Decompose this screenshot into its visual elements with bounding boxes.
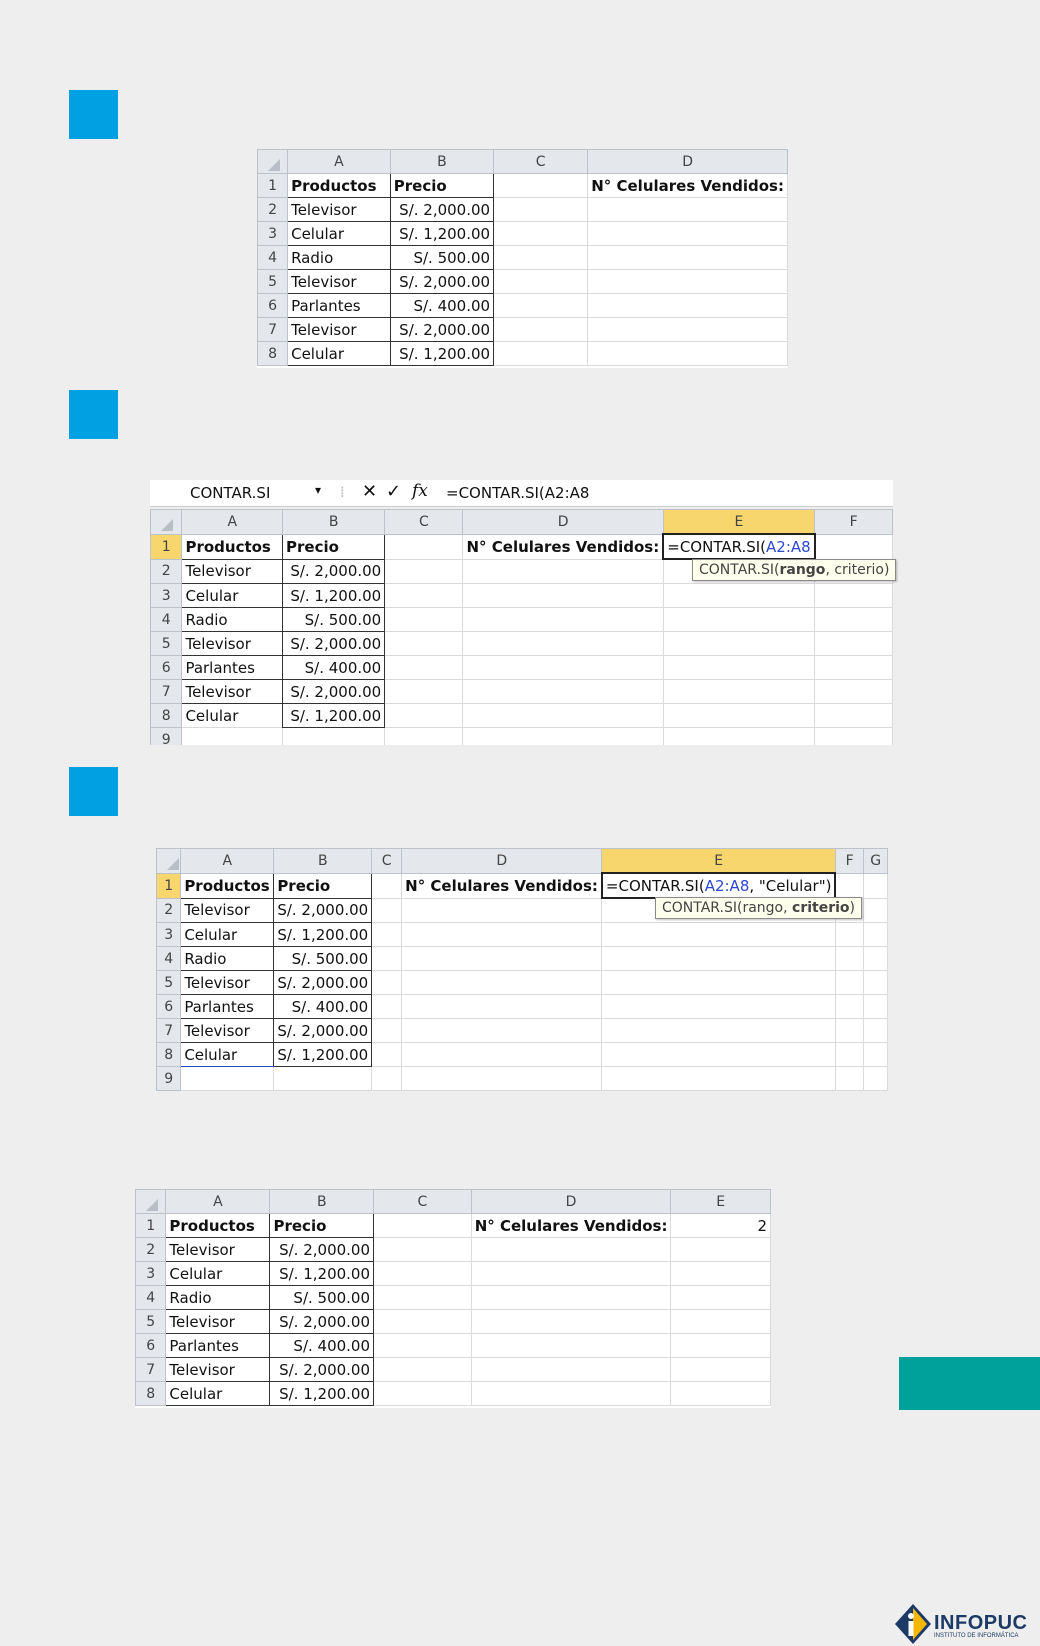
column-header-d[interactable]: D [588,150,788,174]
cell-d5[interactable] [463,632,663,656]
row-header-6[interactable]: 6 [151,656,182,680]
cell-d8[interactable] [471,1382,671,1406]
column-header-d[interactable]: D [402,849,602,874]
row-header-4[interactable]: 4 [157,947,181,971]
cell-b1[interactable]: Precio [274,873,372,898]
row-header-6[interactable]: 6 [258,294,288,318]
select-all-corner[interactable] [151,510,182,535]
column-header-b[interactable]: B [270,1190,374,1214]
cell-a6[interactable]: Parlantes [288,294,391,318]
column-header-c[interactable]: C [385,510,463,535]
row-header-3[interactable]: 3 [136,1262,166,1286]
cell-b5[interactable]: S/. 2,000.00 [270,1310,374,1334]
cell-a6[interactable]: Parlantes [166,1334,270,1358]
cell-d8[interactable] [588,342,788,366]
cell-d9[interactable] [402,1067,602,1091]
step-2-marker [69,390,118,439]
cell-e2[interactable] [671,1238,771,1262]
cell-c5[interactable] [374,1310,472,1334]
cell-f4[interactable] [835,947,863,971]
chevron-down-icon[interactable]: ▾ [315,483,322,497]
cell-a5[interactable]: Televisor [182,632,283,656]
cell-c5[interactable] [372,971,402,995]
select-all-corner[interactable] [157,849,181,874]
cell-a8[interactable]: Celular [181,1043,274,1067]
cell-c9[interactable] [385,728,463,746]
cell-f3[interactable] [815,584,893,608]
cell-a2[interactable]: Televisor [166,1238,270,1262]
tooltip-arg-criterio: criterio [792,900,850,916]
cell-a6[interactable]: Parlantes [182,656,283,680]
cell-f8[interactable] [815,704,893,728]
row-header-4[interactable]: 4 [136,1286,166,1310]
formula-criteria: , "Celular") [749,876,832,895]
cell-b2[interactable]: S/. 2,000.00 [274,898,372,923]
row-header-2[interactable]: 2 [258,198,288,222]
row-header-3[interactable]: 3 [157,923,181,947]
cell-d6[interactable] [402,995,602,1019]
column-header-d[interactable]: D [463,510,663,535]
cell-f7[interactable] [815,680,893,704]
cell-f7[interactable] [835,1019,863,1043]
row-header-8[interactable]: 8 [136,1382,166,1406]
cell-e7[interactable] [602,1019,836,1043]
cell-g7[interactable] [864,1019,888,1043]
cell-c1[interactable] [374,1214,472,1238]
column-header-e[interactable]: E [663,510,814,535]
cell-d4[interactable] [402,947,602,971]
logo-subtitle: INSTITUTO DE INFORMÁTICA [934,1633,1019,1639]
cell-a8[interactable]: Celular [288,342,391,366]
cell-d1[interactable]: N° Celulares Vendidos: [588,174,788,198]
formula-input[interactable]: =CONTAR.SI(A2:A8 [446,484,590,502]
cell-c6[interactable] [372,995,402,1019]
cell-b8[interactable]: S/. 1,200.00 [270,1382,374,1406]
cell-d2[interactable] [463,559,663,584]
row-header-5[interactable]: 5 [151,632,182,656]
cell-e6[interactable] [602,995,836,1019]
cell-e8[interactable] [663,704,814,728]
cell-a1[interactable]: Productos [288,174,391,198]
row-header-7[interactable]: 7 [151,680,182,704]
row-header-8[interactable]: 8 [258,342,288,366]
cell-a7[interactable]: Televisor [181,1019,274,1043]
row-header-5[interactable]: 5 [136,1310,166,1334]
row-header-6[interactable]: 6 [157,995,181,1019]
formula-bar [150,480,893,507]
cell-e6[interactable] [663,656,814,680]
spreadsheet-step-1 [257,149,788,368]
insert-function-icon[interactable]: fx [412,481,428,501]
cell-b6[interactable]: S/. 400.00 [270,1334,374,1358]
cell-g3[interactable] [864,923,888,947]
cell-a1[interactable]: Productos [181,873,274,898]
row-header-9[interactable]: 9 [157,1067,181,1091]
row-header-9[interactable]: 9 [151,728,182,746]
cell-d8[interactable] [402,1043,602,1067]
cell-a4[interactable]: Radio [182,608,283,632]
cell-e9[interactable] [602,1067,836,1091]
cell-e3[interactable] [602,923,836,947]
cell-d6[interactable] [588,294,788,318]
step-1-marker [69,90,118,139]
cell-e8[interactable] [671,1382,771,1406]
column-header-a[interactable]: A [181,849,274,874]
formula-range-ref: A2:A8 [704,876,750,895]
cell-d7[interactable] [471,1358,671,1382]
cell-c6[interactable] [385,656,463,680]
cell-d3[interactable] [402,923,602,947]
cell-a3[interactable]: Celular [181,923,274,947]
row-header-2[interactable]: 2 [136,1238,166,1262]
column-header-f[interactable]: F [815,510,893,535]
cell-c4[interactable] [374,1286,472,1310]
cell-e4[interactable] [663,608,814,632]
cell-f5[interactable] [815,632,893,656]
cell-e3[interactable] [671,1262,771,1286]
column-header-b[interactable]: B [283,510,385,535]
cell-b3[interactable]: S/. 1,200.00 [270,1262,374,1286]
cell-b8[interactable]: S/. 1,200.00 [390,342,493,366]
function-tooltip[interactable] [655,897,862,919]
cell-e7[interactable] [663,680,814,704]
cell-e1-editing[interactable] [663,534,814,559]
cell-d5[interactable] [471,1310,671,1334]
row-header-8[interactable]: 8 [157,1043,181,1067]
cell-b7[interactable]: S/. 2,000.00 [390,318,493,342]
enter-icon[interactable]: ✓ [386,481,402,502]
cell-g5[interactable] [864,971,888,995]
cell-d6[interactable] [471,1334,671,1358]
cell-a3[interactable]: Celular [166,1262,270,1286]
cell-c5[interactable] [385,632,463,656]
cell-a7[interactable]: Televisor [166,1358,270,1382]
cell-d1[interactable]: N° Celulares Vendidos: [471,1214,671,1238]
row-header-4[interactable]: 4 [151,608,182,632]
cell-d3[interactable] [463,584,663,608]
cell-a4[interactable]: Radio [166,1286,270,1310]
cell-b7[interactable]: S/. 2,000.00 [283,680,385,704]
cell-c3[interactable] [374,1262,472,1286]
cell-d8[interactable] [463,704,663,728]
cell-a7[interactable]: Televisor [182,680,283,704]
cell-e5[interactable] [663,632,814,656]
row-header-7[interactable]: 7 [258,318,288,342]
column-header-b[interactable]: B [274,849,372,874]
cell-g9[interactable] [864,1067,888,1091]
cell-e5[interactable] [602,971,836,995]
cell-e1-result[interactable]: 2 [671,1214,771,1238]
row-header-7[interactable]: 7 [136,1358,166,1382]
cell-a4[interactable]: Radio [181,947,274,971]
cell-b9[interactable] [274,1067,372,1091]
cell-b4[interactable]: S/. 500.00 [270,1286,374,1310]
spreadsheet-step-3 [156,848,888,1091]
cell-f3[interactable] [835,923,863,947]
cell-d2[interactable] [402,898,602,923]
step-3-marker [69,767,118,816]
row-header-2[interactable]: 2 [157,898,181,923]
cell-g4[interactable] [864,947,888,971]
cell-c8[interactable] [385,704,463,728]
column-header-c[interactable]: C [372,849,402,874]
cell-f1[interactable] [815,534,893,559]
row-header-1[interactable]: 1 [258,174,288,198]
select-all-corner[interactable] [136,1190,166,1214]
tooltip-fn-name: CONTAR.SI(rango, [662,900,793,916]
cell-b6[interactable]: S/. 400.00 [283,656,385,680]
cell-d5[interactable] [588,270,788,294]
column-header-g[interactable]: G [864,849,888,874]
cell-c3[interactable] [494,222,588,246]
cell-f6[interactable] [815,656,893,680]
cell-e8[interactable] [602,1043,836,1067]
cell-b4[interactable]: S/. 500.00 [283,608,385,632]
cell-f6[interactable] [835,995,863,1019]
row-header-6[interactable]: 6 [136,1334,166,1358]
column-header-e[interactable]: E [602,849,836,874]
cell-a3[interactable]: Celular [288,222,391,246]
cell-d5[interactable] [402,971,602,995]
cell-f4[interactable] [815,608,893,632]
cell-c1[interactable] [372,873,402,898]
separator-handle[interactable]: ⁞ [340,483,345,501]
cell-b3[interactable]: S/. 1,200.00 [283,584,385,608]
row-header-2[interactable]: 2 [151,559,182,584]
cell-a8[interactable]: Celular [182,704,283,728]
cancel-icon[interactable]: ✕ [362,481,378,502]
cell-c8[interactable] [374,1382,472,1406]
cell-a9[interactable] [181,1067,274,1091]
cell-b7[interactable]: S/. 2,000.00 [270,1358,374,1382]
cell-a5[interactable]: Televisor [288,270,391,294]
cell-c3[interactable] [372,923,402,947]
formula-prefix: =CONTAR.SI( [667,537,767,556]
cell-b4[interactable]: S/. 500.00 [274,947,372,971]
row-header-4[interactable]: 4 [258,246,288,270]
cell-a6[interactable]: Parlantes [181,995,274,1019]
cell-a2[interactable]: Televisor [182,559,283,584]
cell-c2[interactable] [372,898,402,923]
cell-f9[interactable] [815,728,893,746]
row-header-5[interactable]: 5 [258,270,288,294]
cell-b5[interactable]: S/. 2,000.00 [390,270,493,294]
cell-c4[interactable] [385,608,463,632]
cell-a9[interactable] [182,728,283,746]
cell-b6[interactable]: S/. 400.00 [390,294,493,318]
cell-b1[interactable]: Precio [390,174,493,198]
cell-g6[interactable] [864,995,888,1019]
cell-c7[interactable] [374,1358,472,1382]
cell-d4[interactable] [588,246,788,270]
row-header-1[interactable]: 1 [151,534,182,559]
column-header-a[interactable]: A [288,150,391,174]
cell-d9[interactable] [463,728,663,746]
spreadsheet-step-2 [150,509,893,745]
function-tooltip[interactable] [692,559,896,581]
cell-c7[interactable] [372,1019,402,1043]
cell-c2[interactable] [494,198,588,222]
row-header-3[interactable]: 3 [258,222,288,246]
column-header-e[interactable]: E [671,1190,771,1214]
cell-c4[interactable] [494,246,588,270]
cell-a5[interactable]: Televisor [166,1310,270,1334]
cell-c1[interactable] [385,534,463,559]
cell-d7[interactable] [588,318,788,342]
cell-d2[interactable] [588,198,788,222]
cell-d2[interactable] [471,1238,671,1262]
cell-d1[interactable]: N° Celulares Vendidos: [402,873,602,898]
cell-c6[interactable] [374,1334,472,1358]
cell-a5[interactable]: Televisor [181,971,274,995]
cell-c6[interactable] [494,294,588,318]
cell-d7[interactable] [402,1019,602,1043]
cell-d7[interactable] [463,680,663,704]
cell-c2[interactable] [374,1238,472,1262]
row-header-5[interactable]: 5 [157,971,181,995]
select-all-corner[interactable] [258,150,288,174]
cell-c2[interactable] [385,559,463,584]
cell-a7[interactable]: Televisor [288,318,391,342]
cell-b5[interactable]: S/. 2,000.00 [274,971,372,995]
column-header-a[interactable]: A [182,510,283,535]
cell-d6[interactable] [463,656,663,680]
column-header-a[interactable]: A [166,1190,270,1214]
cell-d1[interactable]: N° Celulares Vendidos: [463,534,663,559]
cell-e4[interactable] [602,947,836,971]
cell-c4[interactable] [372,947,402,971]
cell-g2[interactable] [864,898,888,923]
cell-a1[interactable]: Productos [182,534,283,559]
cell-e1-editing[interactable] [602,873,836,898]
cell-d3[interactable] [471,1262,671,1286]
name-box[interactable]: CONTAR.SI [190,484,271,502]
cell-c9[interactable] [372,1067,402,1091]
row-header-7[interactable]: 7 [157,1019,181,1043]
cell-b5[interactable]: S/. 2,000.00 [283,632,385,656]
cell-g1[interactable] [864,873,888,898]
cell-b1[interactable]: Precio [283,534,385,559]
cell-a1[interactable]: Productos [166,1214,270,1238]
column-header-b[interactable]: B [390,150,493,174]
row-header-8[interactable]: 8 [151,704,182,728]
cell-b3[interactable]: S/. 1,200.00 [390,222,493,246]
cell-e9[interactable] [663,728,814,746]
cell-b2[interactable]: S/. 2,000.00 [283,559,385,584]
cell-c5[interactable] [494,270,588,294]
cell-b9[interactable] [283,728,385,746]
teal-decoration [899,1357,1040,1410]
cell-c3[interactable] [385,584,463,608]
cell-b2[interactable]: S/. 2,000.00 [270,1238,374,1262]
cell-c8[interactable] [494,342,588,366]
cell-b3[interactable]: S/. 1,200.00 [274,923,372,947]
cell-e3[interactable] [663,584,814,608]
cell-b6[interactable]: S/. 400.00 [274,995,372,1019]
column-header-f[interactable]: F [835,849,863,874]
column-header-d[interactable]: D [471,1190,671,1214]
cell-d4[interactable] [471,1286,671,1310]
formula-range-ref: A2:A8 [766,537,811,556]
logo-name: INFOPUC [934,1612,1028,1634]
tooltip-fn-name: CONTAR.SI( [699,562,780,578]
column-header-c[interactable]: C [374,1190,472,1214]
cell-c1[interactable] [494,174,588,198]
cell-e7[interactable] [671,1358,771,1382]
cell-f9[interactable] [835,1067,863,1091]
row-header-1[interactable]: 1 [136,1214,166,1238]
tooltip-close: ) [849,900,856,916]
cell-a2[interactable]: Televisor [288,198,391,222]
cell-c7[interactable] [494,318,588,342]
cell-f5[interactable] [835,971,863,995]
row-header-3[interactable]: 3 [151,584,182,608]
cell-c8[interactable] [372,1043,402,1067]
spreadsheet-step-4 [135,1189,771,1408]
cell-b7[interactable]: S/. 2,000.00 [274,1019,372,1043]
cell-a3[interactable]: Celular [182,584,283,608]
cell-d4[interactable] [463,608,663,632]
cell-d3[interactable] [588,222,788,246]
tooltip-arg-rango: rango [779,562,826,578]
cell-b4[interactable]: S/. 500.00 [390,246,493,270]
cell-f1[interactable] [835,873,863,898]
column-header-c[interactable]: C [494,150,588,174]
cell-e5[interactable] [671,1310,771,1334]
cell-f8[interactable] [835,1043,863,1067]
cell-a2[interactable]: Televisor [181,898,274,923]
cell-b2[interactable]: S/. 2,000.00 [390,198,493,222]
cell-a8[interactable]: Celular [166,1382,270,1406]
cell-c7[interactable] [385,680,463,704]
cell-e6[interactable] [671,1334,771,1358]
cell-e4[interactable] [671,1286,771,1310]
cell-b1[interactable]: Precio [270,1214,374,1238]
cell-g8[interactable] [864,1043,888,1067]
tooltip-rest: , criterio) [825,562,890,578]
cell-b8[interactable]: S/. 1,200.00 [274,1043,372,1067]
cell-b8[interactable]: S/. 1,200.00 [283,704,385,728]
infopuc-logo-icon [893,1602,933,1646]
row-header-1[interactable]: 1 [157,873,181,898]
formula-prefix: =CONTAR.SI( [605,876,705,895]
cell-a4[interactable]: Radio [288,246,391,270]
